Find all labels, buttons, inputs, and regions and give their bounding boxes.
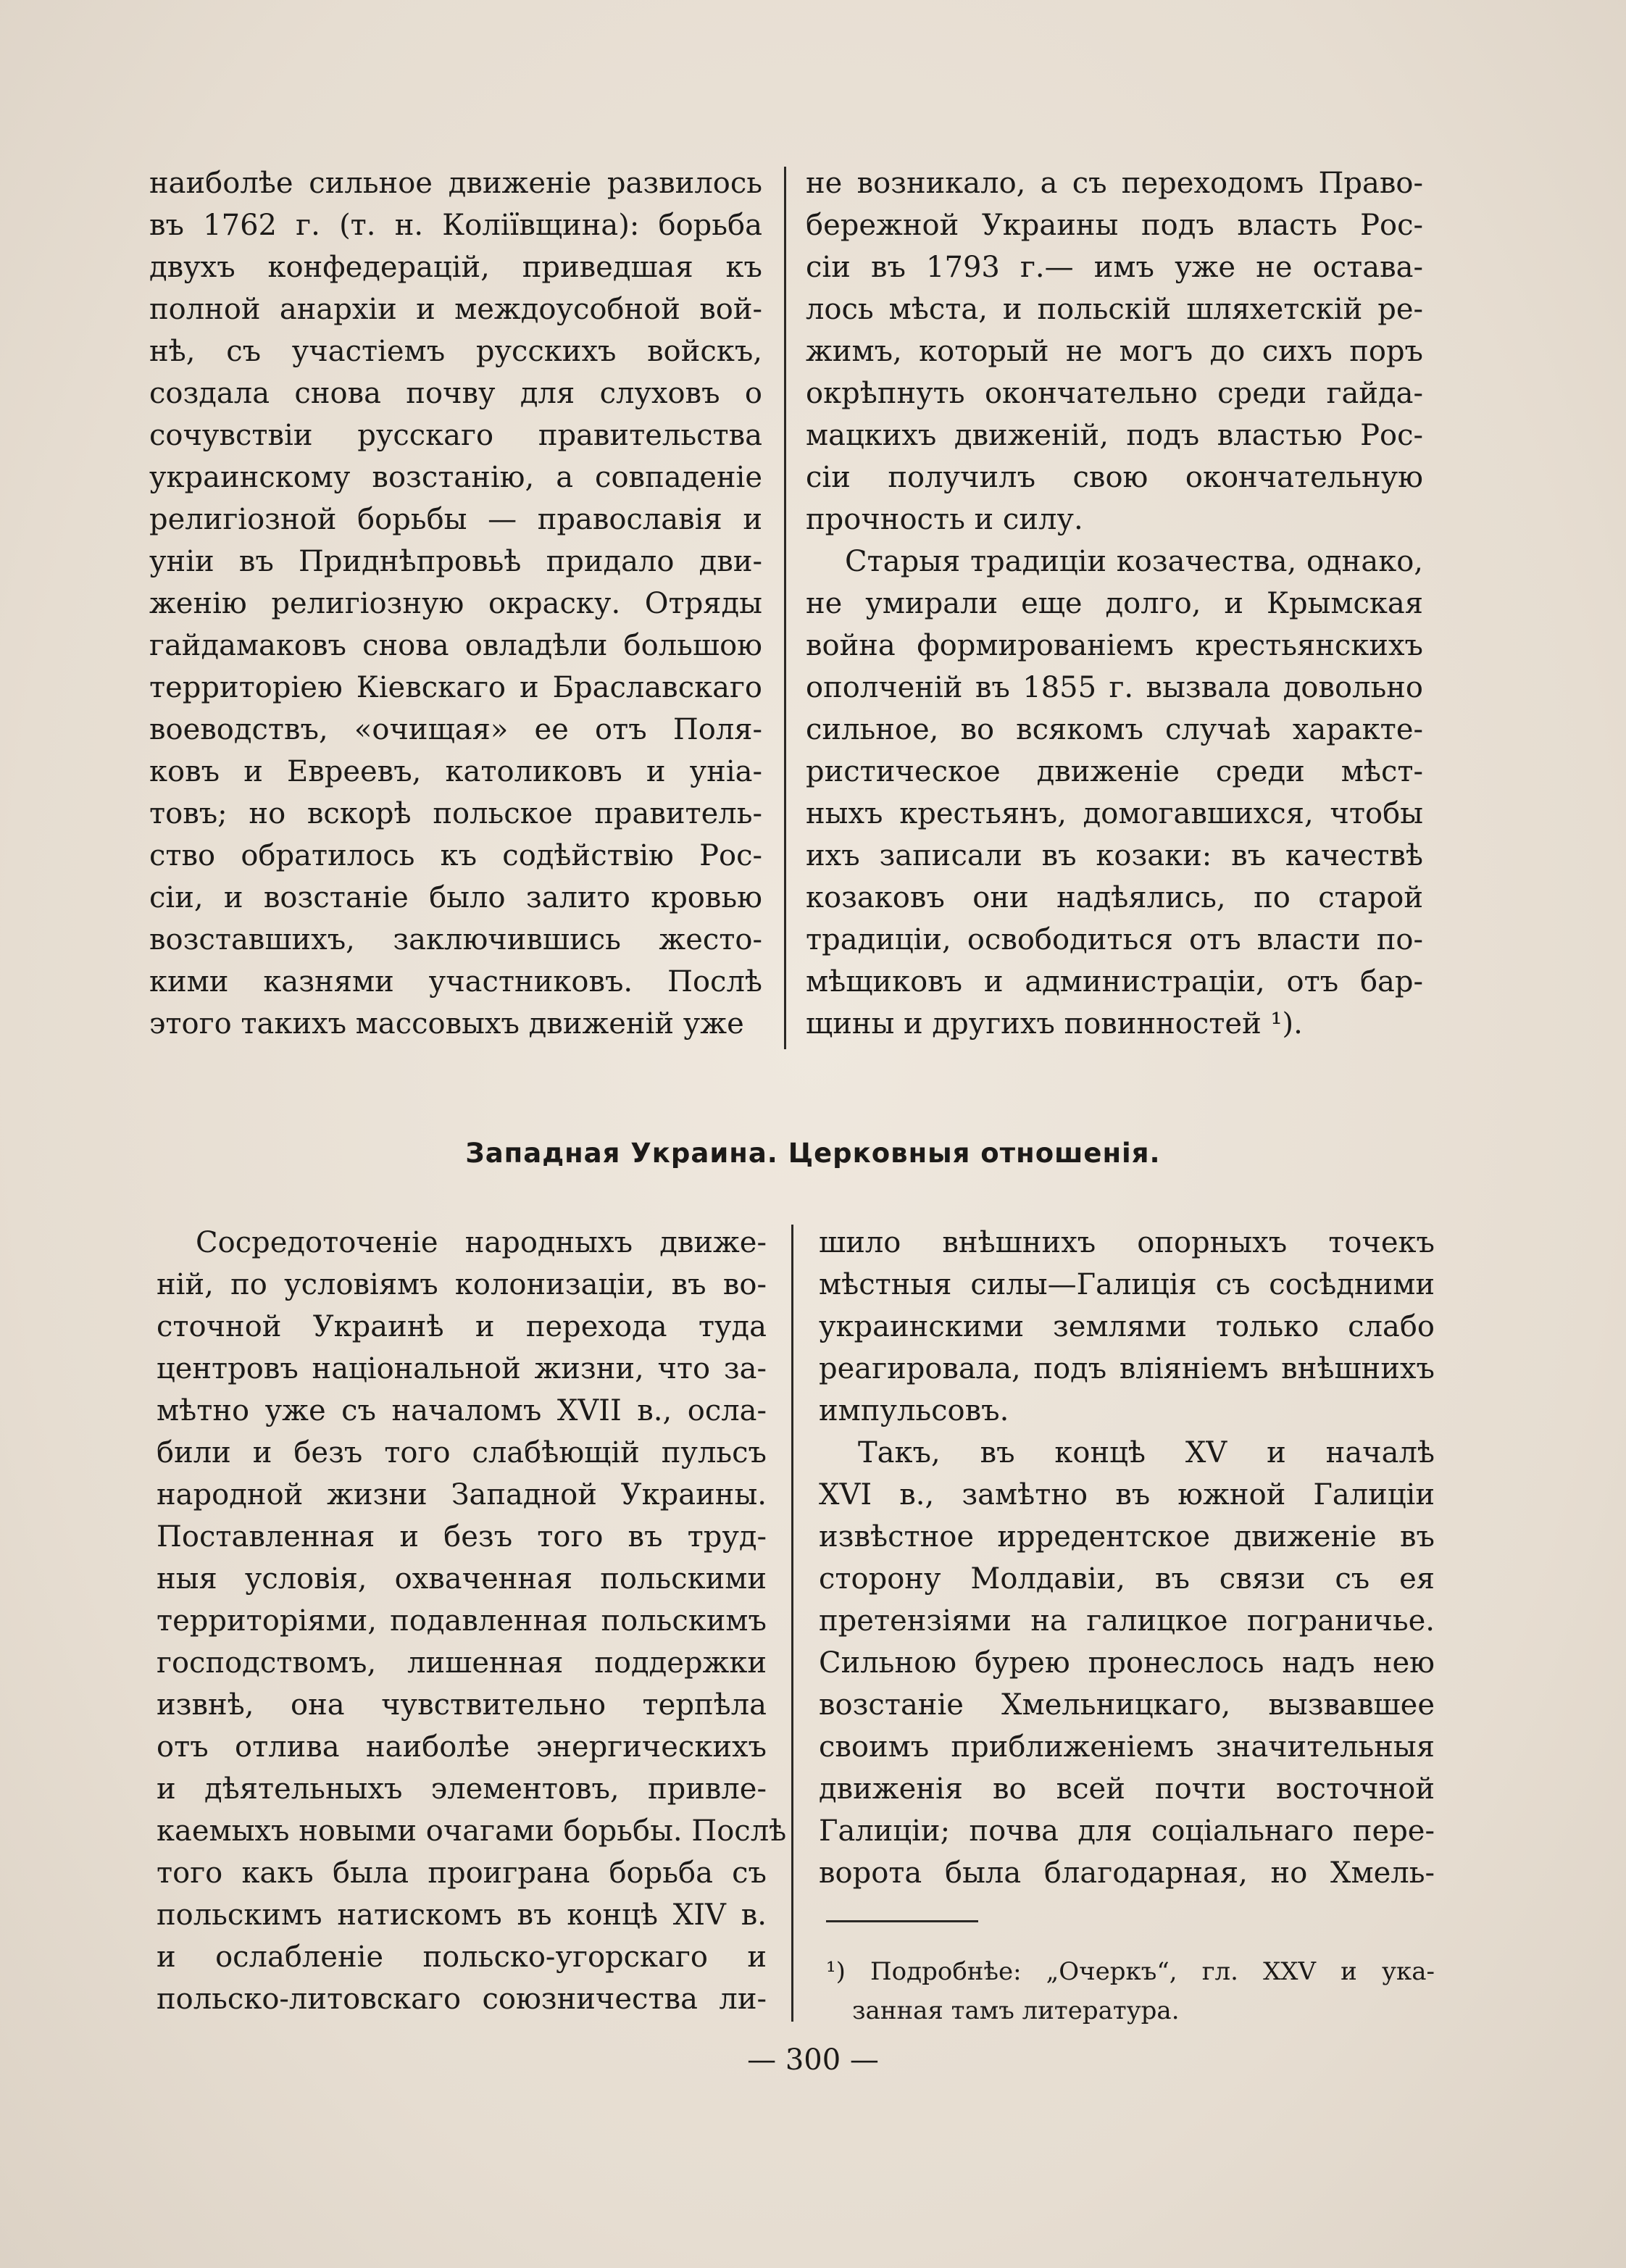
text-line: ихъ записали въ козаки: въ качествѣ: [806, 839, 1423, 872]
text-line: ній, по условіямъ колонизаціи, въ во-: [157, 1268, 767, 1301]
text-line: въ 1762 г. (т. н. Коліївщина): борьба: [149, 209, 762, 242]
text-line: окрѣпнуть окончательно среди гайда-: [806, 377, 1423, 410]
text-line: польскимъ натискомъ въ концѣ XIV в.: [157, 1898, 767, 1932]
text-line: извѣстное ирредентское движеніе въ: [819, 1520, 1435, 1554]
text-line: двухъ конфедерацій, приведшая къ: [149, 251, 762, 284]
column-divider-bottom: [791, 1225, 793, 2022]
text-line: возстаніе Хмельницкаго, вызвавшее: [819, 1688, 1435, 1722]
text-line: сточной Украинѣ и перехода туда: [157, 1310, 767, 1343]
text-line: сочувствіи русскаго правительства: [149, 419, 762, 452]
footnote-line: ¹) Подробнѣе: „Очеркъ“, гл. XXV и ука-: [826, 1957, 1435, 1986]
text-line: кими казнями участниковъ. Послѣ: [149, 965, 762, 998]
text-line: Сосредоточеніе народныхъ движе-: [196, 1226, 767, 1259]
text-line: ополченій въ 1855 г. вызвала довольно: [806, 671, 1423, 704]
text-line: претензіями на галицкое пограничье.: [819, 1604, 1435, 1638]
text-line: ныхъ крестьянъ, домогавшихся, чтобы: [806, 797, 1423, 830]
text-line: движенія во всей почти восточной: [819, 1772, 1435, 1806]
text-line: не возникало, а съ переходомъ Право-: [806, 167, 1423, 200]
text-line: ворота была благодарная, но Хмель-: [819, 1856, 1435, 1890]
text-line: товъ; но вскорѣ польское правитель-: [149, 797, 762, 830]
text-line: сіи въ 1793 г.— имъ уже не остава-: [806, 251, 1423, 284]
text-line: центровъ національной жизни, что за-: [157, 1352, 767, 1385]
text-line: мѣщиковъ и администраціи, отъ бар-: [806, 965, 1423, 998]
footnote-line: занная тамъ литература.: [852, 1996, 1180, 2025]
bottom-right-column: [819, 1222, 1435, 1894]
text-line: не умирали еще долго, и Крымская: [806, 587, 1423, 620]
text-line: ство обратилось къ содѣйствію Рос-: [149, 839, 762, 872]
text-line: Такъ, въ концѣ XV и началѣ: [858, 1436, 1435, 1469]
text-line: уніи въ Приднѣпровьѣ придало дви-: [149, 545, 762, 578]
text-line: каемыхъ новыми очагами борьбы. Послѣ: [157, 1814, 787, 1848]
text-line: воеводствъ, «очищая» ее отъ Поля-: [149, 713, 762, 746]
text-line: прочность и силу.: [806, 503, 1083, 536]
text-line: господствомъ, лишенная поддержки: [157, 1646, 767, 1680]
text-line: извнѣ, она чувствительно терпѣла: [157, 1688, 767, 1722]
text-line: Старыя традиціи козачества, однако,: [845, 545, 1423, 578]
text-line: мѣтно уже съ началомъ XVII в., осла-: [157, 1394, 767, 1427]
text-line: жимъ, который не могъ до сихъ поръ: [806, 335, 1423, 368]
column-divider-top: [784, 167, 786, 1049]
text-line: мацкихъ движеній, подъ властью Рос-: [806, 419, 1423, 452]
text-line: полной анархіи и междоусобной вой-: [149, 293, 762, 326]
text-line: нѣ, съ участіемъ русскихъ войскъ,: [149, 335, 762, 368]
text-line: своимъ приближеніемъ значительныя: [819, 1730, 1435, 1764]
text-line: того какъ была проиграна борьба съ: [157, 1856, 767, 1890]
text-line: ковъ и Евреевъ, католиковъ и уніа-: [149, 755, 762, 788]
text-line: территоріями, подавленная польскимъ: [157, 1604, 767, 1638]
text-line: польско-литовскаго союзничества ли-: [157, 1983, 767, 2016]
text-line: реагировала, подъ вліяніемъ внѣшнихъ: [819, 1352, 1435, 1385]
text-line: щины и другихъ повинностей ¹).: [806, 1007, 1303, 1041]
text-line: били и безъ того слабѣющій пульсъ: [157, 1436, 767, 1469]
text-line: украинскому возстанію, а совпаденіе: [149, 461, 762, 494]
text-line: и ослабленіе польско-угорскаго и: [157, 1940, 767, 1974]
text-line: ристическое движеніе среди мѣст-: [806, 755, 1423, 788]
text-line: бережной Украины подъ власть Рос-: [806, 209, 1423, 242]
text-line: и дѣятельныхъ элементовъ, привле-: [157, 1772, 767, 1806]
text-line: XVI в., замѣтно въ южной Галиціи: [819, 1478, 1435, 1512]
text-line: шило внѣшнихъ опорныхъ точекъ: [819, 1226, 1435, 1259]
text-line: наиболѣе сильное движеніе развилось: [149, 167, 762, 200]
text-line: война формированіемъ крестьянскихъ: [806, 629, 1423, 662]
text-line: гайдамаковъ снова овладѣли большою: [149, 629, 762, 662]
text-line: народной жизни Западной Украины.: [157, 1478, 767, 1512]
text-line: сильное, во всякомъ случаѣ характе-: [806, 713, 1423, 746]
text-line: ныя условія, охваченная польскими: [157, 1562, 767, 1596]
text-line: лось мѣста, и польскій шляхетскій ре-: [806, 293, 1423, 326]
text-line: сіи получилъ свою окончательную: [806, 461, 1423, 494]
text-line: территоріею Кіевскаго и Браславскаго: [149, 671, 762, 704]
top-right-column: [806, 162, 1423, 1045]
text-line: мѣстныя силы—Галиція съ сосѣдними: [819, 1268, 1435, 1301]
text-line: козаковъ они надѣялись, по старой: [806, 881, 1423, 914]
text-line: отъ отлива наиболѣе энергическихъ: [157, 1730, 767, 1764]
page-number: — 300 —: [747, 2043, 879, 2077]
text-line: сторону Молдавіи, въ связи съ ея: [819, 1562, 1435, 1596]
text-line: традиціи, освободиться отъ власти по-: [806, 923, 1423, 956]
section-heading: Западная Украина. Церковныя отношенія.: [465, 1138, 1161, 1169]
text-line: Поставленная и безъ того въ труд-: [157, 1520, 767, 1554]
text-line: Сильною бурею пронеслось надъ нею: [819, 1646, 1435, 1680]
bottom-left-column: [157, 1222, 787, 2020]
text-line: импульсовъ.: [819, 1394, 1009, 1427]
text-line: этого такихъ массовыхъ движеній уже: [149, 1007, 744, 1041]
text-line: создала снова почву для слуховъ о: [149, 377, 762, 410]
top-left-column: [149, 162, 762, 1045]
text-line: украинскими землями только слабо: [819, 1310, 1435, 1343]
text-line: возставшихъ, заключившись жесто-: [149, 923, 762, 956]
text-line: религіозной борьбы — православія и: [149, 503, 762, 536]
footnote-rule: [826, 1920, 978, 1922]
text-line: сіи, и возстаніе было залито кровью: [149, 881, 762, 914]
text-line: женію религіозную окраску. Отряды: [149, 587, 762, 620]
text-line: Галиціи; почва для соціальнаго пере-: [819, 1814, 1435, 1848]
